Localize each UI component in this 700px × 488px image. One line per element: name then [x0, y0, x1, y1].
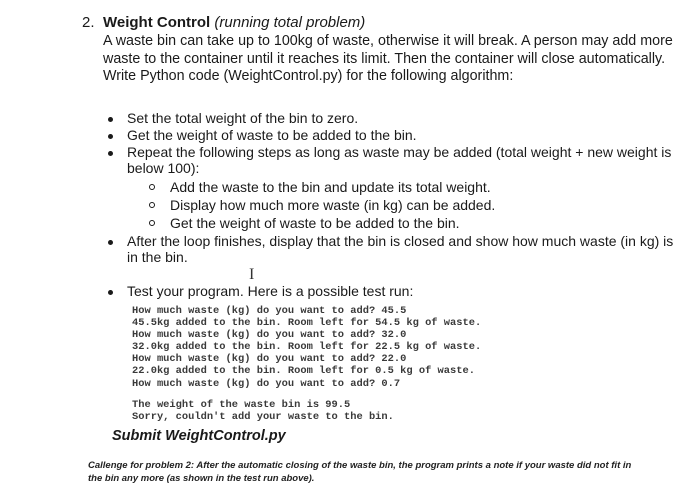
bullet-dot [108, 134, 113, 139]
test-run-line: Sorry, couldn't add your waste to the bin. [132, 411, 394, 424]
challenge-line: Callenge for problem 2: After the automatic closing of the waste bin, the program prints a note if your waste did not fit in [88, 460, 632, 471]
test-run-label: Test your program. Here is a possible test run: [127, 283, 414, 299]
substep-1: Add the waste to the bin and update its total weight. [170, 179, 491, 195]
test-run-line: 22.0kg added to the bin. Room left for 0.5 kg of waste. [132, 365, 475, 378]
test-run-line: How much waste (kg) do you want to add? 32.0 [132, 329, 407, 342]
step-1: Set the total weight of the bin to zero. [127, 110, 359, 126]
text-cursor-icon: I [249, 266, 255, 283]
step-2: Get the weight of waste to be added to the bin. [127, 127, 417, 143]
substep-2: Display how much more waste (in kg) can be added. [170, 197, 496, 213]
challenge-note [88, 459, 631, 485]
test-run-line: The weight of the waste bin is 99.5 [132, 399, 351, 411]
step-3-line-1: Repeat the following steps as long as waste may be added (total weight + new weight is [127, 144, 672, 160]
question-number: 2. [82, 14, 95, 31]
challenge-line: the bin any more (as shown in the test run above). [88, 473, 315, 484]
test-run-line: 45.5kg added to the bin. Room left for 54.5 kg of waste. [132, 317, 482, 330]
sub-bullet-circle [149, 220, 155, 226]
bullet-dot [108, 290, 113, 295]
sub-bullet-circle [149, 202, 155, 208]
test-run-final-output [132, 399, 394, 423]
question-intro [103, 33, 673, 86]
question-title [103, 14, 365, 31]
test-run-line: How much waste (kg) do you want to add? 45.5 [132, 305, 407, 317]
intro-line: A waste bin can take up to 100kg of waste, otherwise it will break. A person may add more [103, 33, 673, 49]
substep-3: Get the weight of waste to be added to the bin. [170, 215, 460, 231]
step-3-line-2: below 100): [127, 160, 200, 176]
question-title-bold: Weight Control [103, 14, 211, 31]
question-title-italic: (running total problem) [214, 14, 366, 31]
sub-bullet-circle [149, 184, 155, 190]
intro-line: waste to the container until it reaches its limit. Then the container will close automatically. [103, 50, 666, 67]
intro-line: Write Python code (WeightControl.py) for the following algorithm: [103, 68, 514, 84]
submit-instruction: Submit WeightControl.py [112, 428, 286, 444]
bullet-dot [108, 240, 113, 245]
step-4-line-2: in the bin. [127, 249, 188, 265]
step-4-line-1: After the loop finishes, display that the bin is closed and show how much waste (in kg) is [127, 233, 674, 249]
bullet-dot [108, 151, 113, 156]
test-run-output [132, 305, 481, 390]
test-run-line: How much waste (kg) do you want to add? 22.0 [132, 353, 407, 366]
test-run-line: How much waste (kg) do you want to add? 0.7 [132, 377, 401, 390]
test-run-line: 32.0kg added to the bin. Room left for 22.5 kg of waste. [132, 341, 482, 354]
bullet-dot [108, 117, 113, 122]
